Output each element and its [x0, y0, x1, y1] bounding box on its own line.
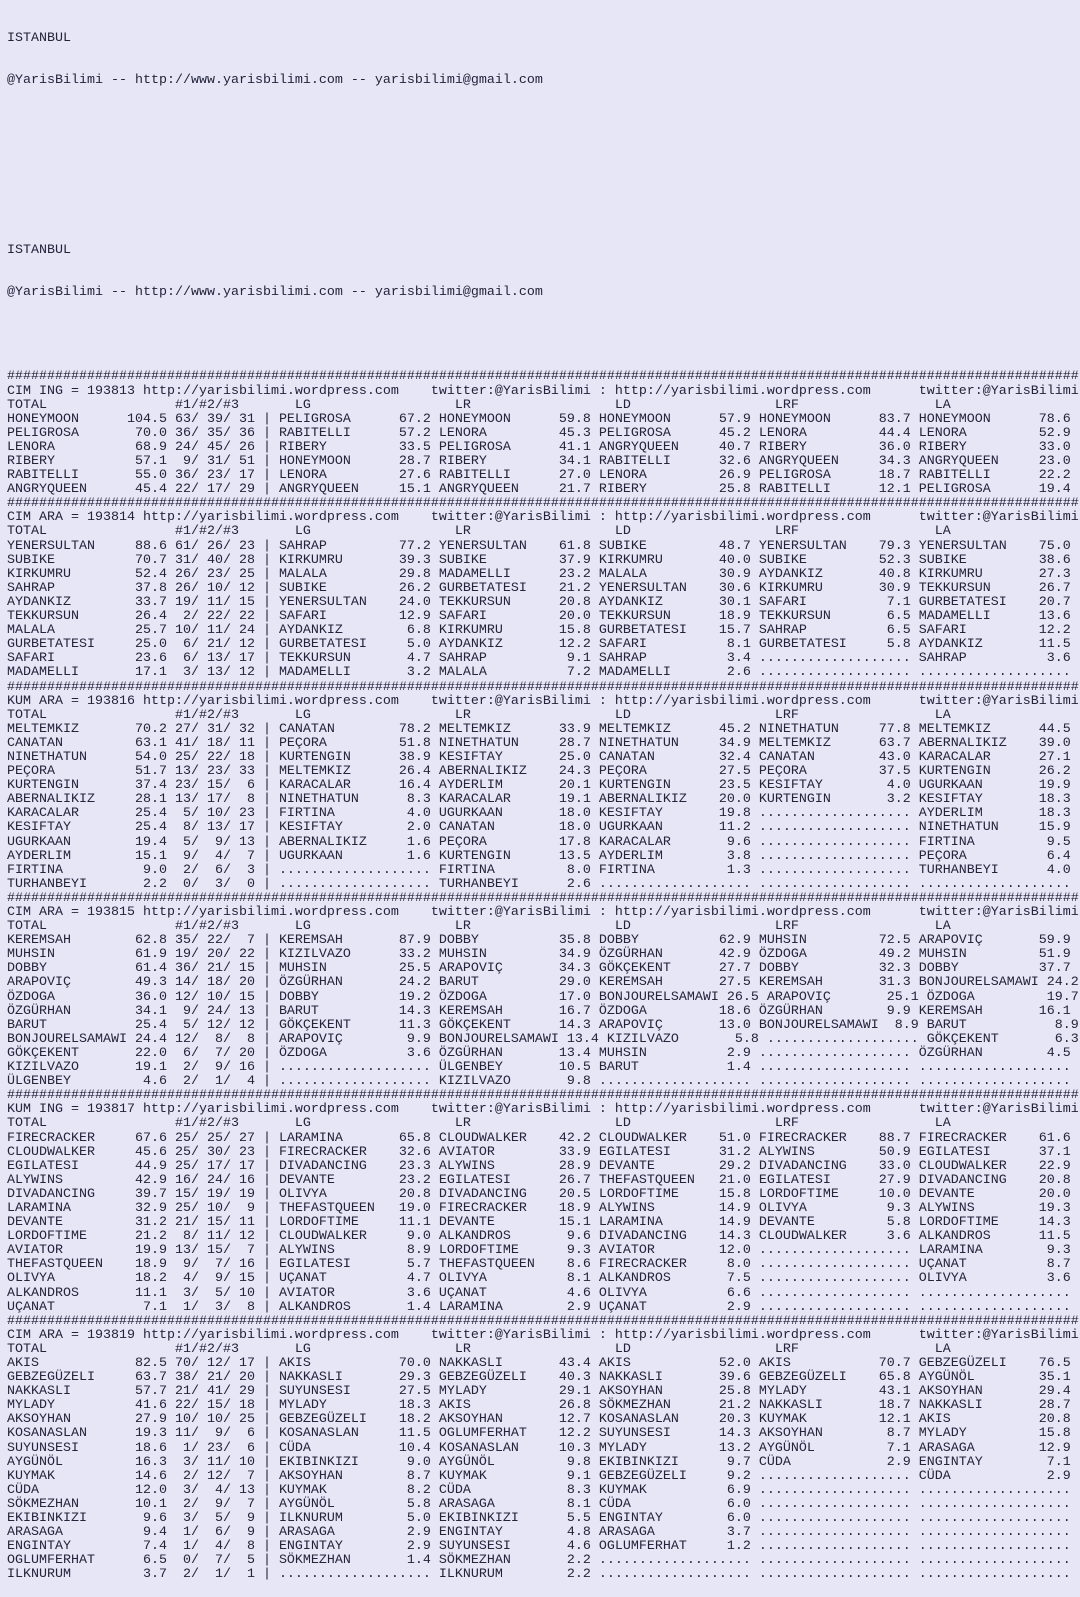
stat-row: MELTEMKIZ 70.2 27/ 31/ 32 | CANATAN 78.2 MELTEMKIZ 33.9 MELTEMKIZ 45.2 NINETHATUN 77.8 MELTEMKIZ 44.5	[7, 721, 1071, 737]
section-title: KUM ARA = 193816 http://yarisbilimi.wordpress.com twitter:@YarisBilimi : http://yarisbilimi.wordpress.com twitter:@YarisBilimi	[7, 693, 1079, 709]
stat-row: AYDERLIM 15.1 9/ 4/ 7 | UGURKAAN 1.6 KURTENGIN 13.5 AYDERLIM 3.8 ................... PEÇORA 6.4	[7, 848, 1071, 864]
stat-row: BONJOURELSAMAWI 24.4 12/ 8/ 8 | ARAPOVIÇ 9.9 BONJOURELSAMAWI 13.4 KIZILVAZO 5.8 ................... GÖKÇEKENT 6.3	[7, 1031, 1079, 1047]
separator-line: ######################################################################################################################################	[7, 1088, 1079, 1104]
stat-row: AYGÜNÖL 16.3 3/ 11/ 10 | EKIBINKIZI 9.0 AYGÜNÖL 9.8 EKIBINKIZI 9.7 CÜDA 2.9 ENGINTAY 7.1	[7, 1454, 1071, 1470]
stat-row: KIRKUMRU 52.4 26/ 23/ 25 | MALALA 29.8 MADAMELLI 23.2 MALALA 30.9 AYDANKIZ 40.8 KIRKUMRU 27.3	[7, 566, 1071, 582]
stat-row: PEÇORA 51.7 13/ 23/ 33 | MELTEMKIZ 26.4 ABERNALIKIZ 24.3 PEÇORA 27.5 PEÇORA 37.5 KURTENGIN 26.2	[7, 764, 1071, 780]
section-title: KUM ING = 193817 http://yarisbilimi.wordpress.com twitter:@YarisBilimi : http://yarisbilimi.wordpress.com twitter:@YarisBilimi	[7, 1102, 1079, 1118]
stat-row: AVIATOR 19.9 13/ 15/ 7 | ALYWINS 8.9 LORDOFTIME 9.3 AVIATOR 12.0 ................... LARAMINA 9.3	[7, 1243, 1071, 1259]
column-header-line: TOTAL #1/#2/#3 LG LR LD LRF LA	[7, 397, 1079, 413]
blank-line	[7, 159, 1080, 173]
stat-row: ALKANDROS 11.1 3/ 5/ 10 | AVIATOR 3.6 UÇANAT 4.6 OLIVYA 6.6 ................... ...................	[7, 1285, 1071, 1301]
race-sections	[7, 370, 1080, 1582]
stat-row: KARACALAR 25.4 5/ 10/ 23 | FIRTINA 4.0 UGURKAAN 18.0 KESIFTAY 19.8 ................... AYDERLIM 18.3	[7, 806, 1071, 822]
contact-line-2: @YarisBilimi -- http://www.yarisbilimi.com -- yarisbilimi@gmail.com	[7, 284, 543, 300]
separator-line: ######################################################################################################################################	[7, 679, 1079, 695]
stat-row: KESIFTAY 25.4 8/ 13/ 17 | KESIFTAY 2.0 CANATAN 18.0 UGURKAAN 11.2 ................... NINETHATUN 15.9	[7, 820, 1071, 836]
stat-row: ÜLGENBEY 4.6 2/ 1/ 4 | ................... KIZILVAZO 9.8 ................... ................... ...................	[7, 1074, 1071, 1090]
stat-row: TURHANBEYI 2.2 0/ 3/ 0 | ................... TURHANBEYI 2.6 ................... ................... ...................	[7, 876, 1071, 892]
stat-row: UÇANAT 7.1 1/ 3/ 8 | ALKANDROS 1.4 LARAMINA 2.9 UÇANAT 2.9 ................... ...................	[7, 1299, 1071, 1315]
stat-row: DIVADANCING 39.7 15/ 19/ 19 | OLIVYA 20.8 DIVADANCING 20.5 LORDOFTIME 15.8 LORDOFTIME 10.0 DEVANTE 20.0	[7, 1186, 1071, 1202]
stat-row: YENERSULTAN 88.6 61/ 26/ 23 | SAHRAP 77.2 YENERSULTAN 61.8 SUBIKE 48.7 YENERSULTAN 79.3 YENERSULTAN 75.0	[7, 538, 1071, 554]
stat-row: MYLADY 41.6 22/ 15/ 18 | MYLADY 18.3 AKIS 26.8 SÖKMEZHAN 21.2 NAKKASLI 18.7 NAKKASLI 28.7	[7, 1398, 1071, 1414]
stat-row: KIZILVAZO 19.1 2/ 9/ 16 | ................... ÜLGENBEY 10.5 BARUT 1.4 ................... ...................	[7, 1060, 1071, 1076]
stat-row: NAKKASLI 57.7 21/ 41/ 29 | SUYUNSESI 27.5 MYLADY 29.1 AKSOYHAN 25.8 MYLADY 43.1 AKSOYHAN 29.4	[7, 1384, 1071, 1400]
stat-row: KURTENGIN 37.4 23/ 15/ 6 | KARACALAR 16.4 AYDERLIM 20.1 KURTENGIN 23.5 KESIFTAY 4.0 UGURKAAN 19.9	[7, 778, 1071, 794]
race-section-193814	[7, 497, 1080, 680]
stat-row: SAHRAP 37.8 26/ 10/ 12 | SUBIKE 26.2 GURBETATESI 21.2 YENERSULTAN 30.6 KIRKUMRU 30.9 TEKKURSUN 26.7	[7, 580, 1071, 596]
blank-line	[7, 328, 1080, 342]
blank-line	[7, 117, 1080, 131]
stat-row: RIBERY 57.1 9/ 31/ 51 | HONEYMOON 28.7 RIBERY 34.1 RABITELLI 32.6 ANGRYQUEEN 34.3 ANGRYQUEEN 23.0	[7, 454, 1071, 469]
stat-row: ANGRYQUEEN 45.4 22/ 17/ 29 | ANGRYQUEEN 15.1 ANGRYQUEEN 21.7 RIBERY 25.8 RABITELLI 12.1 PELIGROSA 19.4	[7, 482, 1071, 498]
section-title: CIM ARA = 193815 http://yarisbilimi.wordpress.com twitter:@YarisBilimi : http://yarisbilimi.wordpress.com twitter:@YarisBilimi	[7, 905, 1079, 920]
stat-row: FIRECRACKER 67.6 25/ 25/ 27 | LARAMINA 65.8 CLOUDWALKER 42.2 CLOUDWALKER 51.0 FIRECRACKER 88.7 FIRECRACKER 61.6	[7, 1130, 1071, 1146]
column-header-line: TOTAL #1/#2/#3 LG LR LD LRF LA	[7, 1116, 1079, 1132]
stat-row: ÖZDOGA 36.0 12/ 10/ 15 | DOBBY 19.2 ÖZDOGA 17.0 BONJOURELSAMAWI 26.5 ARAPOVIÇ 25.1 ÖZDOGA 19.7	[7, 989, 1079, 1005]
stat-row: SÖKMEZHAN 10.1 2/ 9/ 7 | AYGÜNÖL 5.8 ARASAGA 8.1 CÜDA 6.0 ................... ...................	[7, 1496, 1071, 1512]
column-header-line: TOTAL #1/#2/#3 LG LR LD LRF LA	[7, 919, 1079, 935]
blank-line	[7, 201, 1080, 215]
stat-row: MALALA 25.7 10/ 11/ 24 | AYDANKIZ 6.8 KIRKUMRU 15.8 GURBETATESI 15.7 SAHRAP 6.5 SAFARI 12.2	[7, 623, 1071, 639]
stat-row: ARASAGA 9.4 1/ 6/ 9 | ARASAGA 2.9 ENGINTAY 4.8 ARASAGA 3.7 ................... ...................	[7, 1525, 1071, 1541]
separator-line: ######################################################################################################################################	[7, 496, 1079, 512]
stat-row: FIRTINA 9.0 2/ 6/ 3 | ................... FIRTINA 8.0 FIRTINA 1.3 ................... TURHANBEYI 4.0	[7, 862, 1071, 878]
stat-row: CANATAN 63.1 41/ 18/ 11 | PEÇORA 51.8 NINETHATUN 28.7 NINETHATUN 34.9 MELTEMKIZ 63.7 ABERNALIKIZ 39.0	[7, 735, 1071, 751]
stat-row: MADAMELLI 17.1 3/ 13/ 12 | MADAMELLI 3.2 MALALA 7.2 MADAMELLI 2.6 ................... ...................	[7, 665, 1071, 681]
section-title: CIM ING = 193813 http://yarisbilimi.wordpress.com twitter:@YarisBilimi : http://yarisbilimi.wordpress.com twitter:@YarisBilimi	[7, 383, 1079, 399]
stat-row: ALYWINS 42.9 16/ 24/ 16 | DEVANTE 23.2 EGILATESI 26.7 THEFASTQUEEN 21.0 EGILATESI 27.9 DIVADANCING 20.8	[7, 1172, 1071, 1188]
stat-row: AKIS 82.5 70/ 12/ 17 | AKIS 70.0 NAKKASLI 43.4 AKIS 52.0 AKIS 70.7 GEBZEGÜZELI 76.5	[7, 1356, 1071, 1371]
race-section-193817	[7, 1089, 1080, 1315]
stat-row: ARAPOVIÇ 49.3 14/ 18/ 20 | ÖZGÜRHAN 24.2 BARUT 29.0 KEREMSAH 27.5 KEREMSAH 31.3 BONJOURELSAMAWI 24.2	[7, 975, 1079, 991]
stat-row: GEBZEGÜZELI 63.7 38/ 21/ 20 | NAKKASLI 29.3 GEBZEGÜZELI 40.3 NAKKASLI 39.6 GEBZEGÜZELI 65.8 AYGÜNÖL 35.1	[7, 1370, 1071, 1386]
stat-row: MUHSIN 61.9 19/ 20/ 22 | KIZILVAZO 33.2 MUHSIN 34.9 ÖZGÜRHAN 42.9 ÖZDOGA 49.2 MUHSIN 51.9	[7, 947, 1071, 963]
separator-line: ######################################################################################################################################	[7, 1313, 1079, 1329]
stat-row: SUYUNSESI 18.6 1/ 23/ 6 | CÜDA 10.4 KOSANASLAN 10.3 MYLADY 13.2 AYGÜNÖL 7.1 ARASAGA 12.9	[7, 1440, 1071, 1456]
stat-row: UGURKAAN 19.4 5/ 9/ 13 | ABERNALIKIZ 1.6 PEÇORA 17.8 KARACALAR 9.6 ................... FIRTINA 9.5	[7, 834, 1071, 850]
stat-row: NINETHATUN 54.0 25/ 22/ 18 | KURTENGIN 38.9 KESIFTAY 25.0 CANATAN 32.4 CANATAN 43.0 KARACALAR 27.1	[7, 749, 1071, 765]
city-line-2: ISTANBUL	[7, 242, 71, 258]
stat-row: GÖKÇEKENT 22.0 6/ 7/ 20 | ÖZDOGA 3.6 ÖZGÜRHAN 13.4 MUHSIN 2.9 ................... ÖZGÜRHAN 4.5	[7, 1045, 1071, 1061]
stat-row: THEFASTQUEEN 18.9 9/ 7/ 16 | EGILATESI 5.7 THEFASTQUEEN 8.6 FIRECRACKER 8.0 ................... UÇANAT 8.7	[7, 1257, 1071, 1273]
stat-row: ABERNALIKIZ 28.1 13/ 17/ 8 | NINETHATUN 8.3 KARACALAR 19.1 ABERNALIKIZ 20.0 KURTENGIN 3.2 KESIFTAY 18.3	[7, 792, 1071, 808]
stat-row: PELIGROSA 70.0 36/ 35/ 36 | RABITELLI 57.2 LENORA 45.3 PELIGROSA 45.2 LENORA 44.4 LENORA 52.9	[7, 425, 1071, 441]
city-line: ISTANBUL	[7, 31, 71, 47]
race-section-193813	[7, 370, 1080, 497]
separator-line: ######################################################################################################################################	[7, 369, 1079, 385]
separator-line: ######################################################################################################################################	[7, 890, 1079, 906]
column-header-line: TOTAL #1/#2/#3 LG LR LD LRF LA	[7, 707, 1079, 723]
stat-row: EKIBINKIZI 9.6 3/ 5/ 9 | ILKNURUM 5.0 EKIBINKIZI 5.5 ENGINTAY 6.0 ................... ...................	[7, 1511, 1071, 1527]
section-title: CIM ARA = 193814 http://yarisbilimi.wordpress.com twitter:@YarisBilimi : http://yarisbilimi.wordpress.com twitter:@YarisBilimi	[7, 510, 1079, 526]
stat-row: RABITELLI 55.0 36/ 23/ 17 | LENORA 27.6 RABITELLI 27.0 LENORA 26.9 PELIGROSA 18.7 RABITELLI 22.2	[7, 468, 1071, 484]
column-header-line: TOTAL #1/#2/#3 LG LR LD LRF LA	[7, 524, 1079, 540]
race-section-193815	[7, 892, 1080, 1089]
contact-line: @YarisBilimi -- http://www.yarisbilimi.com -- yarisbilimi@gmail.com	[7, 73, 543, 89]
stat-row: OGLUMFERHAT 6.5 0/ 7/ 5 | SÖKMEZHAN 1.4 SÖKMEZHAN 2.2 ................... ................... ...................	[7, 1553, 1071, 1569]
stat-row: AYDANKIZ 33.7 19/ 11/ 15 | YENERSULTAN 24.0 TEKKURSUN 20.8 AYDANKIZ 30.1 SAFARI 7.1 GURBETATESI 20.7	[7, 594, 1071, 610]
stat-row: KEREMSAH 62.8 35/ 22/ 7 | KEREMSAH 87.9 DOBBY 35.8 DOBBY 62.9 MUHSIN 72.5 ARAPOVIÇ 59.9	[7, 933, 1071, 949]
stat-row: DOBBY 61.4 36/ 21/ 15 | MUHSIN 25.5 ARAPOVIÇ 34.3 GÖKÇEKENT 27.7 DOBBY 32.3 DOBBY 37.7	[7, 961, 1071, 977]
stat-row: LORDOFTIME 21.2 8/ 11/ 12 | CLOUDWALKER 9.0 ALKANDROS 9.6 DIVADANCING 14.3 CLOUDWALKER 3.6 ALKANDROS 11.5	[7, 1229, 1071, 1245]
stat-row: LARAMINA 32.9 25/ 10/ 9 | THEFASTQUEEN 19.0 FIRECRACKER 18.9 ALYWINS 14.9 OLIVYA 9.3 ALYWINS 19.3	[7, 1200, 1071, 1216]
stat-row: AKSOYHAN 27.9 10/ 10/ 25 | GEBZEGÜZELI 18.2 AKSOYHAN 12.7 KOSANASLAN 20.3 KUYMAK 12.1 AKIS 20.8	[7, 1412, 1071, 1428]
stat-row: ILKNURUM 3.7 2/ 1/ 1 | ................... ILKNURUM 2.2 ................... ................... ...................	[7, 1567, 1071, 1583]
stat-row: DEVANTE 31.2 21/ 15/ 11 | LORDOFTIME 11.1 DEVANTE 15.1 LARAMINA 14.9 DEVANTE 5.8 LORDOFTIME 14.3	[7, 1215, 1071, 1231]
stat-row: ÖZGÜRHAN 34.1 9/ 24/ 13 | BARUT 14.3 KEREMSAH 16.7 ÖZDOGA 18.6 ÖZGÜRHAN 9.9 KEREMSAH 16.1	[7, 1003, 1071, 1019]
stat-row: TEKKURSUN 26.4 2/ 22/ 22 | SAFARI 12.9 SAFARI 20.0 TEKKURSUN 18.9 TEKKURSUN 6.5 MADAMELLI 13.6	[7, 609, 1071, 625]
section-title: CIM ARA = 193819 http://yarisbilimi.wordpress.com twitter:@YarisBilimi : http://yarisbilimi.wordpress.com twitter:@YarisBilimi	[7, 1327, 1079, 1343]
stat-row: SUBIKE 70.7 31/ 40/ 28 | KIRKUMRU 39.3 SUBIKE 37.9 KIRKUMRU 40.0 SUBIKE 52.3 SUBIKE 38.6	[7, 552, 1071, 568]
stat-row: HONEYMOON 104.5 63/ 39/ 31 | PELIGROSA 67.2 HONEYMOON 59.8 HONEYMOON 57.9 HONEYMOON 83.7 HONEYMOON 78.6	[7, 411, 1071, 427]
stat-row: LENORA 68.9 24/ 45/ 26 | RIBERY 33.5 PELIGROSA 41.1 ANGRYQUEEN 40.7 RIBERY 36.0 RIBERY 33.0	[7, 439, 1071, 455]
stat-row: CLOUDWALKER 45.6 25/ 30/ 23 | FIRECRACKER 32.6 AVIATOR 33.9 EGILATESI 31.2 ALYWINS 50.9 EGILATESI 37.1	[7, 1144, 1071, 1160]
stat-row: SAFARI 23.6 6/ 13/ 17 | TEKKURSUN 4.7 SAHRAP 9.1 SAHRAP 3.4 ................... SAHRAP 3.6	[7, 651, 1071, 667]
stat-row: GURBETATESI 25.0 6/ 21/ 12 | GURBETATESI 5.0 AYDANKIZ 12.2 SAFARI 8.1 GURBETATESI 5.8 AYDANKIZ 11.5	[7, 637, 1071, 653]
race-section-193816	[7, 681, 1080, 892]
stat-row: KUYMAK 14.6 2/ 12/ 7 | AKSOYHAN 8.7 KUYMAK 9.1 GEBZEGÜZELI 9.2 ................... CÜDA 2.9	[7, 1468, 1071, 1484]
stat-row: KOSANASLAN 19.3 11/ 9/ 6 | KOSANASLAN 11.5 OGLUMFERHAT 12.2 SUYUNSESI 14.3 AKSOYHAN 8.7 MYLADY 15.8	[7, 1426, 1071, 1442]
column-header-line: TOTAL #1/#2/#3 LG LR LD LRF LA	[7, 1341, 1079, 1357]
stat-row: EGILATESI 44.9 25/ 17/ 17 | DIVADANCING 23.3 ALYWINS 28.9 DEVANTE 29.2 DIVADANCING 33.0 CLOUDWALKER 22.9	[7, 1158, 1071, 1174]
stat-row: CÜDA 12.0 3/ 4/ 13 | KUYMAK 8.2 CÜDA 8.3 KUYMAK 6.9 ................... ...................	[7, 1482, 1071, 1498]
stat-row: OLIVYA 18.2 4/ 9/ 15 | UÇANAT 4.7 OLIVYA 8.1 ALKANDROS 7.5 ................... OLIVYA 3.6	[7, 1271, 1071, 1287]
race-section-193819	[7, 1315, 1080, 1583]
stat-row: BARUT 25.4 5/ 12/ 12 | GÖKÇEKENT 11.3 GÖKÇEKENT 14.3 ARAPOVIÇ 13.0 BONJOURELSAMAWI 8.9 BARUT 8.9	[7, 1017, 1079, 1033]
stat-row: ENGINTAY 7.4 1/ 4/ 8 | ENGINTAY 2.9 SUYUNSESI 4.6 OGLUMFERHAT 1.2 ................... ...................	[7, 1539, 1071, 1555]
